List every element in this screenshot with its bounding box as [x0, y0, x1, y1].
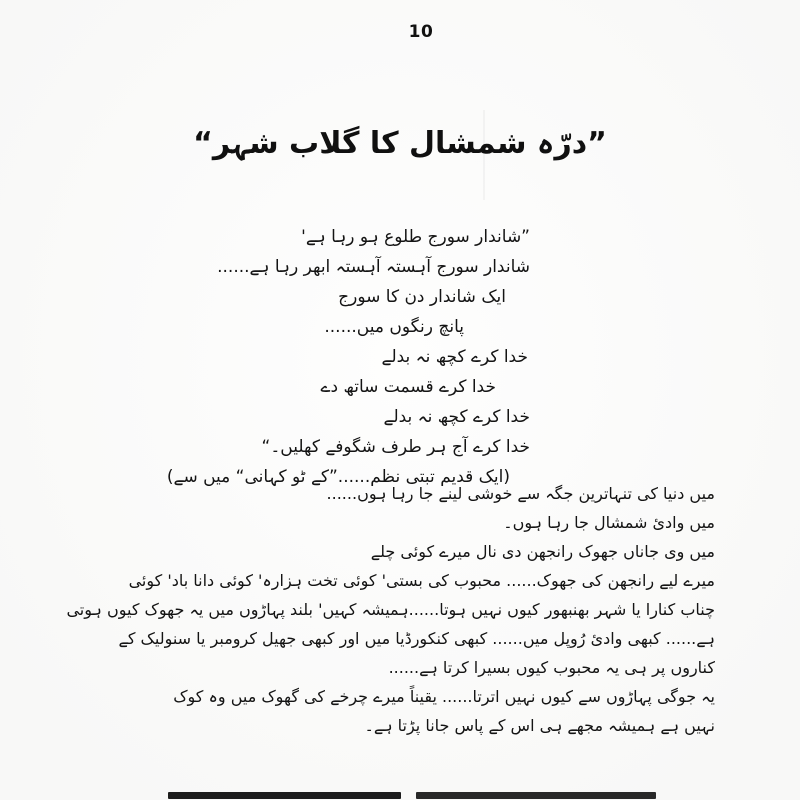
- poem-line: پانچ رنگوں میں......: [324, 317, 464, 337]
- poem-line: شاندار سورج آہستہ آہستہ ابھر رہا ہے......: [217, 257, 530, 277]
- prose-block: [60, 479, 715, 740]
- prose-line: کناروں پر ہی یہ محبوب کیوں بسیرا کرتا ہے......: [388, 658, 715, 677]
- prose-line: چناب کنارا یا شہر بھنبھور کیوں نہیں ہوتا......ہمیشہ کہیں' بلند پہاڑوں میں یہ جھوک کیوں ہوتی: [66, 600, 715, 619]
- poem-line: خدا کرے کچھ نہ بدلے: [381, 347, 528, 367]
- page-number: 10: [408, 22, 434, 42]
- poem-line: ”شاندار سورج طلوع ہو رہا ہے': [301, 227, 530, 247]
- poem-line: ایک شاندار دن کا سورج: [338, 287, 506, 307]
- chapter-title: ”درّہ شمشال کا گلاب شہر“: [193, 126, 607, 161]
- poem-line: خدا کرے قسمت ساتھ دے: [320, 377, 496, 397]
- prose-line: میں دنیا کی تنہاترین جگہ سے خوشی لینے جا رہا ہوں......: [326, 484, 715, 503]
- scan-edge-artifact-right: [416, 792, 656, 799]
- poem-line: خدا کرے آج ہر طرف شگوفے کھلیں۔“: [261, 437, 530, 457]
- prose-line: نہیں ہے ہمیشہ مجھے ہی اس کے پاس جانا پڑتا ہے۔: [364, 716, 715, 735]
- prose-line: میرے لیے رانجھن کی جھوک...... محبوب کی بستی' کوئی تخت ہزارہ' کوئی دانا باد' کوئی: [128, 571, 715, 590]
- prose-line: یہ جوگی پہاڑوں سے کیوں نہیں اترتا...... یقیناً میرے چرخے کی گھوک میں وہ کوک: [173, 687, 715, 706]
- poem-block: [166, 222, 530, 492]
- prose-line: میں وی جاناں جھوک رانجھن دی نال میرے کوئی چلے: [370, 542, 715, 561]
- prose-line: ہے...... کبھی وادیٔ رُوپل میں...... کبھی کنکورڈیا میں اور کبھی جھیل کرومبر یا سنولیک کے: [118, 629, 715, 648]
- prose-line: میں وادیٔ شمشال جا رہا ہوں۔: [503, 513, 715, 532]
- poem-line: خدا کرے کچھ نہ بدلے: [383, 407, 530, 427]
- poem-attribution: (ایک قدیم تبتی نظم......”کے ٹو کہانی“ میں سے): [166, 467, 510, 487]
- scan-edge-artifact-left: [168, 792, 401, 799]
- scan-smudge-artifact: [483, 110, 485, 200]
